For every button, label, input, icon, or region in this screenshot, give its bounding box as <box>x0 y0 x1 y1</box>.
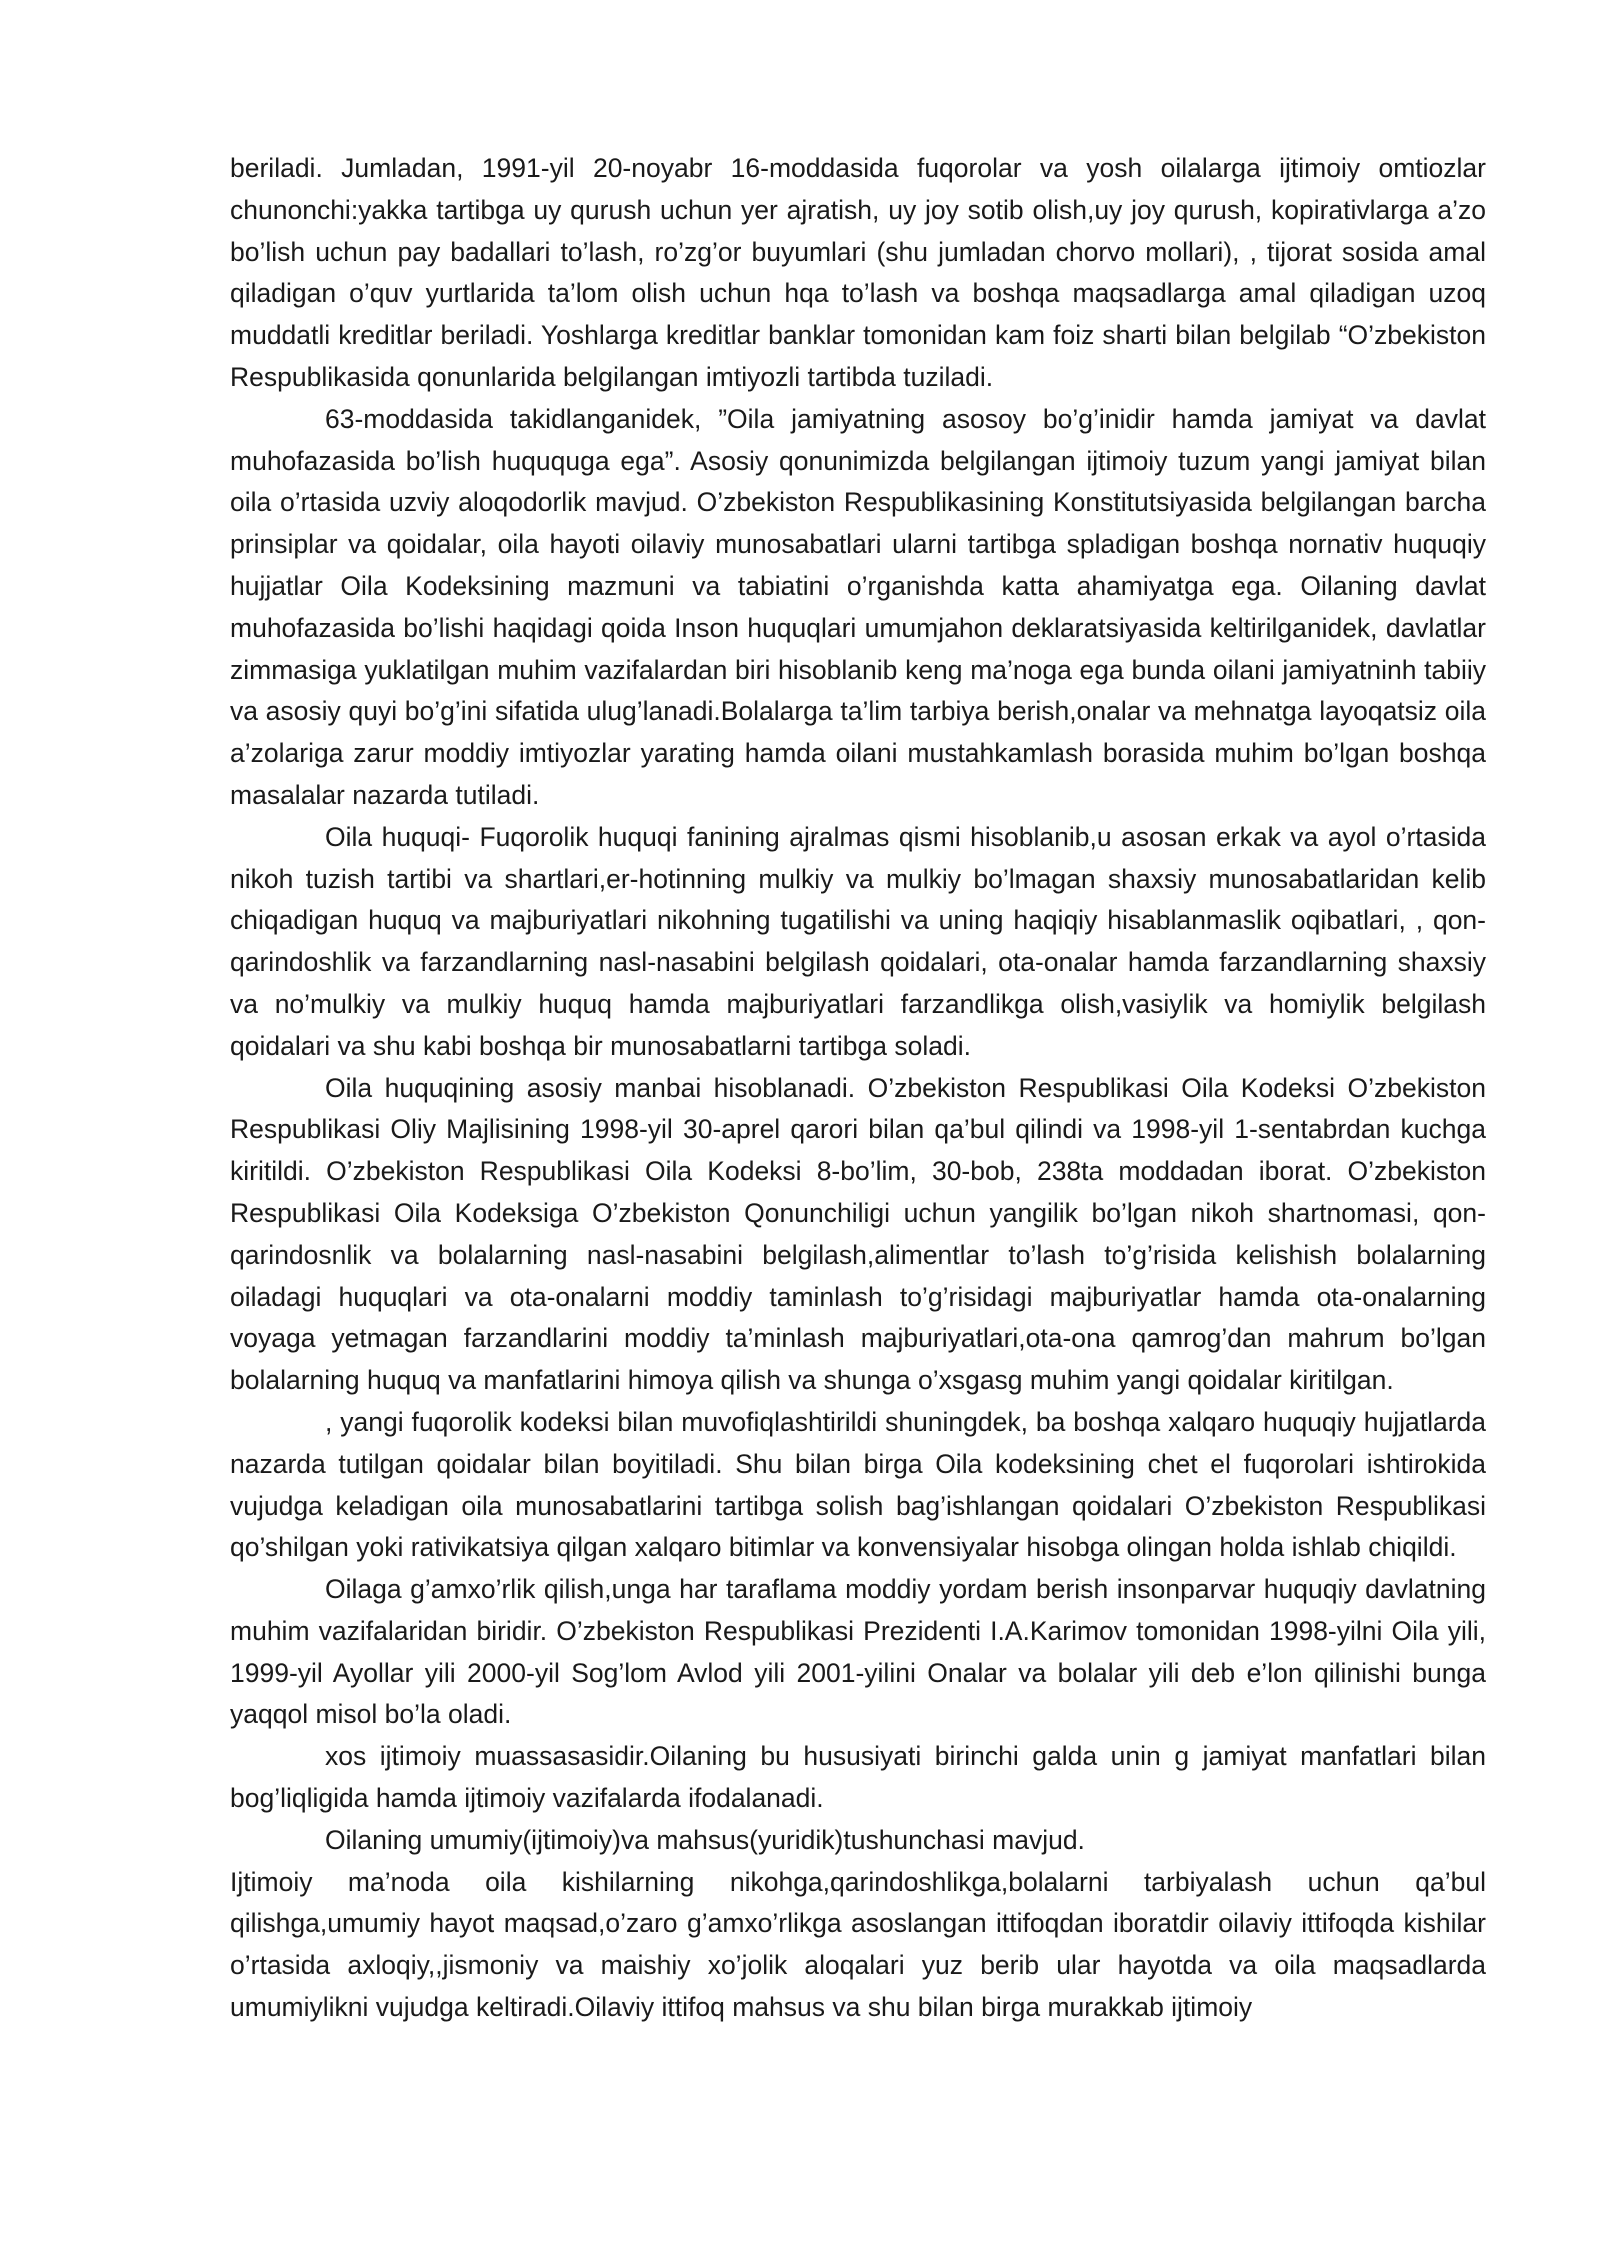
paragraph-7: xos ijtimoiy muassasasidir.Oilaning bu hususiyati birinchi galda unin g jamiyat manfatlari bilan bog’liqligida hamda ijtimoiy vazifalarda ifodalanadi. <box>230 1741 1486 1814</box>
paragraph-5: , yangi fuqorolik kodeksi bilan muvofiqlashtirildi shuningdek, ba boshqa xalqaro huquqiy hujjatlarda nazarda tutilgan qoidalar bilan boyitiladi. Shu bilan birga Oila kodeksining chet el fuqorolari ishtirokida vujudga keladigan oila munosabatlarini tartibga solish bag’ishlangan qoidalari O’zbekiston Respublikasi qo’shilgan yoki rativikatsiya qilgan xalqaro bitimlar va konvensiyalar hisobga olingan holda ishlab chiqildi. <box>230 1406 1486 1563</box>
paragraph-1: beriladi. Jumladan, 1991-yil 20-noyabr 16-moddasida fuqorolar va yosh oilalarga ijtimoiy omtiozlar chunonchi:yakka tartibga uy qurush uchun yer ajratish, uy joy sotib olish,uy joy qurush, kopirativlarga a’zo bo’lish uchun pay badallari to’lash, ro’zg’or buyumlari (shu jumladan chorvo mollari), , tijorat sosida amal qiladigan o’quv yurtlarida ta’lom olish uchun hqa to’lash va boshqa maqsadlarga amal qiladigan uzoq muddatli kreditlar beriladi. Yoshlarga kreditlar banklar tomonidan kam foiz sharti bilan belgilab “O’zbekiston Respublikasida qonunlarida belgilangan imtiyozli tartibda tuziladi. <box>230 153 1486 392</box>
paragraph-8: Oilaning umumiy(ijtimoiy)va mahsus(yuridik)tushunchasi mavjud. <box>325 1824 1085 1855</box>
paragraph-9: Ijtimoiy ma’noda oila kishilarning nikohga,qarindoshlikga,bolalarni tarbiyalash uchun qa’bul qilishga,umumiy hayot maqsad,o’zaro g’amxo’rlikga asoslangan ittifoqdan iboratdir oilaviy ittifoqda kishilar o’rtasida axloqiy,,jismoniy va maishiy xo’jolik aloqalari yuz berib ular hayotda va oila maqsadlarda umumiylikni vujudga keltiradi.Oilaviy ittifoq mahsus va shu bilan birga murakkab ijtimoiy <box>230 1866 1486 2023</box>
paragraph-6: Oilaga g’amxo’rlik qilish,unga har taraflama moddiy yordam berish insonparvar huquqiy davlatning muhim vazifalaridan biridir. O’zbekiston Respublikasi Prezidenti I.A.Karimov tomonidan 1998-yilni Oila yili, 1999-yil Ayollar yili 2000-yil Sog’lom Avlod yili 2001-yilini Onalar va bolalar yili deb e’lon qilinishi bunga yaqqol misol bo’la oladi. <box>230 1574 1486 1730</box>
paragraph-4: Oila huquqining asosiy manbai hisoblanadi. O’zbekiston Respublikasi Oila Kodeksi O’zbekiston Respublikasi Oliy Majlisining 1998-yil 30-aprel qarori bilan qa’bul qilindi va 1998-yil 1-sentabrdan kuchga kiritildi. O’zbekiston Respublikasi Oila Kodeksi 8-bo’lim, 30-bob, 238ta moddadan iborat. O’zbekiston Respublikasi Oila Kodeksiga O’zbekiston Qonunchiligi uchun yangilik bo’lgan nikoh shartnomasi, qon-qarindosnlik va bolalarning nasl-nasabini belgilash,alimentlar to’lash to’g’risida kelishish bolalarning oiladagi huquqlari va ota-onalarni moddiy taminlash to’g’risidagi majburiyatlar hamda ota-onalarning voyaga yetmagan farzandlarini moddiy ta’minlash majburiyatlari,ota-ona qamrog’dan mahrum bo’lgan bolalarning huquq va manfatlarini himoya qilish va shunga o’xsgasg muhim yangi qoidalar kiritilgan. <box>230 1072 1486 1396</box>
paragraph-2: 63-moddasida takidlanganidek, ”Oila jamiyatning asosoy bo’g’inidir hamda jamiyat va davlat muhofazasida bo’lish huququga ega”. Asosiy qonunimizda belgilangan ijtimoiy tuzum yangi jamiyat bilan oila o’rtasida uzviy aloqodorlik mavjud. O’zbekiston Respublikasining Konstitutsiyasida belgilangan barcha prinsiplar va qoidalar, oila hayoti oilaviy munosabatlari ularni tartibga spladigan boshqa nornativ huquqiy hujjatlar Oila Kodeksining mazmuni va tabiatini o’rganishda katta ahamiyatga ega. Oilaning davlat muhofazasida bo’lishi haqidagi qoida Inson huquqlari umumjahon deklaratsiyasida keltirilganidek, davlatlar zimmasiga yuklatilgan muhim vazifalardan biri hisoblanib keng ma’noga ega bunda oilani jamiyatninh tabiiy va asosiy quyi bo’g’ini sifatida ulug’lanadi.Bolalarga ta’lim tarbiya berish,onalar va mehnatga layoqatsiz oila a’zolariga zarur moddiy imtiyozlar yarating hamda oilani mustahkamlash borasida muhim bo’lgan boshqa masalalar nazarda tutiladi. <box>230 403 1486 810</box>
paragraph-3: Oila huquqi- Fuqorolik huquqi fanining ajralmas qismi hisoblanib,u asosan erkak va ayol o’rtasida nikoh tuzish tartibi va shartlari,er-hotinning mulkiy va mulkiy bo’lmagan shaxsiy munosabatlaridan kelib chiqadigan huquq va majburiyatlari nikohning tugatilishi va uning haqiqiy hisablanmaslik oqibatlari, , qon-qarindoshlik va farzandlarning nasl-nasabini belgilash qoidalari, ota-onalar hamda farzandlarning shaxsiy va no’mulkiy va mulkiy huquq hamda majburiyatlari farzandlikga olish,vasiylik va homiylik belgilash qoidalari va shu kabi boshqa bir munosabatlarni tartibga soladi. <box>230 821 1486 1061</box>
document-body <box>230 148 1486 2029</box>
